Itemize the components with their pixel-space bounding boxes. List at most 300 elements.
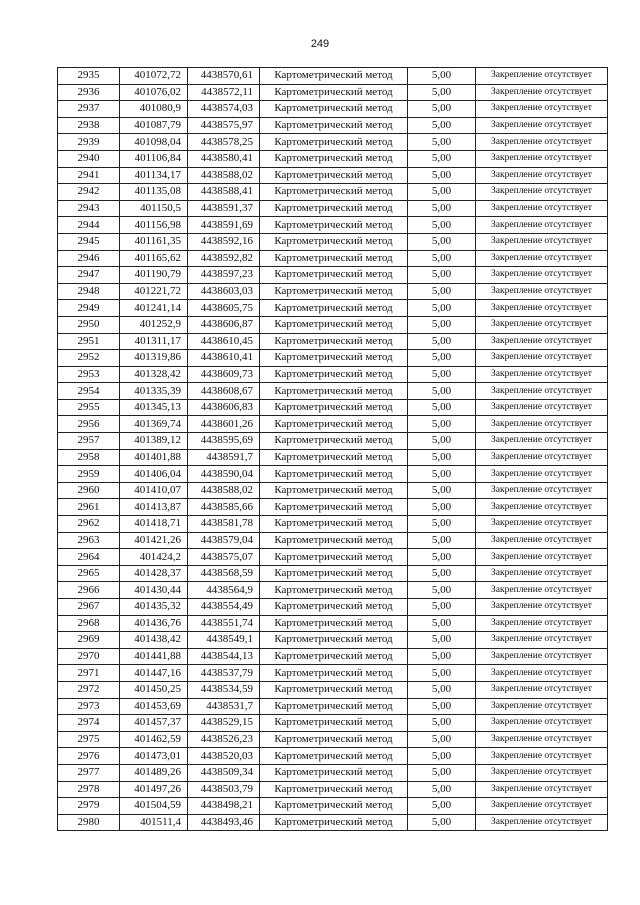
point-number-cell: 2943 — [58, 200, 120, 217]
table-row — [58, 665, 608, 682]
point-number-cell: 2960 — [58, 482, 120, 499]
method-cell: Картометрический метод — [260, 333, 408, 350]
page-number: 249 — [310, 38, 330, 50]
accuracy-cell: 5,00 — [408, 150, 476, 167]
y-coordinate-cell: 4438588,02 — [188, 167, 260, 184]
fixing-note-cell: Закрепление отсутствует — [476, 798, 608, 815]
fixing-note-cell: Закрепление отсутствует — [476, 433, 608, 450]
y-coordinate-cell: 4438529,15 — [188, 715, 260, 732]
point-number-cell: 2955 — [58, 399, 120, 416]
y-coordinate-cell: 4438574,03 — [188, 101, 260, 118]
method-cell: Картометрический метод — [260, 117, 408, 134]
point-number-cell: 2954 — [58, 383, 120, 400]
point-number-cell: 2980 — [58, 814, 120, 831]
x-coordinate-cell: 401436,76 — [120, 615, 188, 632]
method-cell: Картометрический метод — [260, 814, 408, 831]
method-cell: Картометрический метод — [260, 715, 408, 732]
accuracy-cell: 5,00 — [408, 134, 476, 151]
point-number-cell: 2948 — [58, 283, 120, 300]
y-coordinate-cell: 4438603,03 — [188, 283, 260, 300]
fixing-note-cell: Закрепление отсутствует — [476, 698, 608, 715]
x-coordinate-cell: 401406,04 — [120, 466, 188, 483]
x-coordinate-cell: 401418,71 — [120, 516, 188, 533]
point-number-cell: 2950 — [58, 316, 120, 333]
method-cell: Картометрический метод — [260, 764, 408, 781]
table-row — [58, 632, 608, 649]
method-cell: Картометрический метод — [260, 184, 408, 201]
fixing-note-cell: Закрепление отсутствует — [476, 383, 608, 400]
x-coordinate-cell: 401497,26 — [120, 781, 188, 798]
fixing-note-cell: Закрепление отсутствует — [476, 267, 608, 284]
table-row — [58, 267, 608, 284]
point-number-cell: 2940 — [58, 150, 120, 167]
method-cell: Картометрический метод — [260, 350, 408, 367]
point-number-cell: 2957 — [58, 433, 120, 450]
y-coordinate-cell: 4438591,69 — [188, 217, 260, 234]
y-coordinate-cell: 4438606,87 — [188, 316, 260, 333]
fixing-note-cell: Закрепление отсутствует — [476, 283, 608, 300]
accuracy-cell: 5,00 — [408, 300, 476, 317]
x-coordinate-cell: 401328,42 — [120, 366, 188, 383]
point-number-cell: 2947 — [58, 267, 120, 284]
point-number-cell: 2964 — [58, 549, 120, 566]
accuracy-cell: 5,00 — [408, 698, 476, 715]
y-coordinate-cell: 4438590,04 — [188, 466, 260, 483]
x-coordinate-cell: 401457,37 — [120, 715, 188, 732]
point-number-cell: 2938 — [58, 117, 120, 134]
y-coordinate-cell: 4438578,25 — [188, 134, 260, 151]
accuracy-cell: 5,00 — [408, 715, 476, 732]
method-cell: Картометрический метод — [260, 615, 408, 632]
accuracy-cell: 5,00 — [408, 101, 476, 118]
point-number-cell: 2937 — [58, 101, 120, 118]
y-coordinate-cell: 4438570,61 — [188, 68, 260, 85]
point-number-cell: 2961 — [58, 499, 120, 516]
table-row — [58, 582, 608, 599]
accuracy-cell: 5,00 — [408, 449, 476, 466]
y-coordinate-cell: 4438605,75 — [188, 300, 260, 317]
table-row — [58, 516, 608, 533]
accuracy-cell: 5,00 — [408, 333, 476, 350]
method-cell: Картометрический метод — [260, 300, 408, 317]
method-cell: Картометрический метод — [260, 283, 408, 300]
accuracy-cell: 5,00 — [408, 565, 476, 582]
accuracy-cell: 5,00 — [408, 648, 476, 665]
fixing-note-cell: Закрепление отсутствует — [476, 599, 608, 616]
x-coordinate-cell: 401447,16 — [120, 665, 188, 682]
accuracy-cell: 5,00 — [408, 482, 476, 499]
accuracy-cell: 5,00 — [408, 117, 476, 134]
point-number-cell: 2962 — [58, 516, 120, 533]
table-row — [58, 300, 608, 317]
x-coordinate-cell: 401450,25 — [120, 681, 188, 698]
y-coordinate-cell: 4438588,41 — [188, 184, 260, 201]
table-row — [58, 748, 608, 765]
accuracy-cell: 5,00 — [408, 615, 476, 632]
method-cell: Картометрический метод — [260, 648, 408, 665]
y-coordinate-cell: 4438534,59 — [188, 681, 260, 698]
accuracy-cell: 5,00 — [408, 267, 476, 284]
x-coordinate-cell: 401156,98 — [120, 217, 188, 234]
fixing-note-cell: Закрепление отсутствует — [476, 233, 608, 250]
y-coordinate-cell: 4438591,37 — [188, 200, 260, 217]
accuracy-cell: 5,00 — [408, 798, 476, 815]
accuracy-cell: 5,00 — [408, 217, 476, 234]
fixing-note-cell: Закрепление отсутствует — [476, 184, 608, 201]
y-coordinate-cell: 4438537,79 — [188, 665, 260, 682]
fixing-note-cell: Закрепление отсутствует — [476, 632, 608, 649]
x-coordinate-cell: 401441,88 — [120, 648, 188, 665]
fixing-note-cell: Закрепление отсутствует — [476, 333, 608, 350]
coordinates-table-body — [58, 68, 608, 831]
y-coordinate-cell: 4438575,97 — [188, 117, 260, 134]
method-cell: Картометрический метод — [260, 482, 408, 499]
fixing-note-cell: Закрепление отсутствует — [476, 300, 608, 317]
table-row — [58, 217, 608, 234]
accuracy-cell: 5,00 — [408, 167, 476, 184]
method-cell: Картометрический метод — [260, 599, 408, 616]
fixing-note-cell: Закрепление отсутствует — [476, 748, 608, 765]
table-row — [58, 68, 608, 85]
x-coordinate-cell: 401428,37 — [120, 565, 188, 582]
point-number-cell: 2975 — [58, 731, 120, 748]
method-cell: Картометрический метод — [260, 383, 408, 400]
fixing-note-cell: Закрепление отсутствует — [476, 499, 608, 516]
table-row — [58, 200, 608, 217]
table-row — [58, 565, 608, 582]
fixing-note-cell: Закрепление отсутствует — [476, 217, 608, 234]
x-coordinate-cell: 401504,59 — [120, 798, 188, 815]
accuracy-cell: 5,00 — [408, 350, 476, 367]
table-row — [58, 549, 608, 566]
x-coordinate-cell: 401335,39 — [120, 383, 188, 400]
table-row — [58, 698, 608, 715]
x-coordinate-cell: 401150,5 — [120, 200, 188, 217]
fixing-note-cell: Закрепление отсутствует — [476, 366, 608, 383]
accuracy-cell: 5,00 — [408, 416, 476, 433]
point-number-cell: 2973 — [58, 698, 120, 715]
fixing-note-cell: Закрепление отсутствует — [476, 482, 608, 499]
x-coordinate-cell: 401421,26 — [120, 532, 188, 549]
point-number-cell: 2963 — [58, 532, 120, 549]
y-coordinate-cell: 4438544,13 — [188, 648, 260, 665]
fixing-note-cell: Закрепление отсутствует — [476, 565, 608, 582]
y-coordinate-cell: 4438608,67 — [188, 383, 260, 400]
method-cell: Картометрический метод — [260, 101, 408, 118]
table-row — [58, 715, 608, 732]
fixing-note-cell: Закрепление отсутствует — [476, 665, 608, 682]
fixing-note-cell: Закрепление отсутствует — [476, 68, 608, 85]
point-number-cell: 2953 — [58, 366, 120, 383]
fixing-note-cell: Закрепление отсутствует — [476, 731, 608, 748]
accuracy-cell: 5,00 — [408, 283, 476, 300]
method-cell: Картометрический метод — [260, 748, 408, 765]
fixing-note-cell: Закрепление отсутствует — [476, 648, 608, 665]
x-coordinate-cell: 401430,44 — [120, 582, 188, 599]
y-coordinate-cell: 4438610,41 — [188, 350, 260, 367]
method-cell: Картометрический метод — [260, 781, 408, 798]
x-coordinate-cell: 401165,62 — [120, 250, 188, 267]
method-cell: Картометрический метод — [260, 731, 408, 748]
point-number-cell: 2935 — [58, 68, 120, 85]
x-coordinate-cell: 401438,42 — [120, 632, 188, 649]
point-number-cell: 2942 — [58, 184, 120, 201]
method-cell: Картометрический метод — [260, 632, 408, 649]
accuracy-cell: 5,00 — [408, 532, 476, 549]
method-cell: Картометрический метод — [260, 233, 408, 250]
x-coordinate-cell: 401489,26 — [120, 764, 188, 781]
point-number-cell: 2958 — [58, 449, 120, 466]
method-cell: Картометрический метод — [260, 366, 408, 383]
accuracy-cell: 5,00 — [408, 582, 476, 599]
y-coordinate-cell: 4438580,41 — [188, 150, 260, 167]
point-number-cell: 2946 — [58, 250, 120, 267]
point-number-cell: 2941 — [58, 167, 120, 184]
method-cell: Картометрический метод — [260, 250, 408, 267]
x-coordinate-cell: 401134,17 — [120, 167, 188, 184]
fixing-note-cell: Закрепление отсутствует — [476, 814, 608, 831]
x-coordinate-cell: 401473,01 — [120, 748, 188, 765]
y-coordinate-cell: 4438493,46 — [188, 814, 260, 831]
x-coordinate-cell: 401389,12 — [120, 433, 188, 450]
fixing-note-cell: Закрепление отсутствует — [476, 781, 608, 798]
fixing-note-cell: Закрепление отсутствует — [476, 117, 608, 134]
method-cell: Картометрический метод — [260, 84, 408, 101]
table-row — [58, 167, 608, 184]
y-coordinate-cell: 4438592,16 — [188, 233, 260, 250]
point-number-cell: 2971 — [58, 665, 120, 682]
point-number-cell: 2972 — [58, 681, 120, 698]
table-row — [58, 433, 608, 450]
accuracy-cell: 5,00 — [408, 84, 476, 101]
y-coordinate-cell: 4438588,02 — [188, 482, 260, 499]
y-coordinate-cell: 4438597,23 — [188, 267, 260, 284]
fixing-note-cell: Закрепление отсутствует — [476, 615, 608, 632]
point-number-cell: 2939 — [58, 134, 120, 151]
x-coordinate-cell: 401462,59 — [120, 731, 188, 748]
fixing-note-cell: Закрепление отсутствует — [476, 549, 608, 566]
accuracy-cell: 5,00 — [408, 68, 476, 85]
table-row — [58, 101, 608, 118]
accuracy-cell: 5,00 — [408, 681, 476, 698]
x-coordinate-cell: 401135,08 — [120, 184, 188, 201]
x-coordinate-cell: 401435,32 — [120, 599, 188, 616]
accuracy-cell: 5,00 — [408, 665, 476, 682]
point-number-cell: 2965 — [58, 565, 120, 582]
table-row — [58, 250, 608, 267]
table-row — [58, 399, 608, 416]
y-coordinate-cell: 4438581,78 — [188, 516, 260, 533]
y-coordinate-cell: 4438575,07 — [188, 549, 260, 566]
fixing-note-cell: Закрепление отсутствует — [476, 399, 608, 416]
point-number-cell: 2978 — [58, 781, 120, 798]
table-row — [58, 316, 608, 333]
x-coordinate-cell: 401072,72 — [120, 68, 188, 85]
fixing-note-cell: Закрепление отсутствует — [476, 350, 608, 367]
x-coordinate-cell: 401221,72 — [120, 283, 188, 300]
accuracy-cell: 5,00 — [408, 399, 476, 416]
method-cell: Картометрический метод — [260, 150, 408, 167]
fixing-note-cell: Закрепление отсутствует — [476, 416, 608, 433]
method-cell: Картометрический метод — [260, 399, 408, 416]
y-coordinate-cell: 4438503,79 — [188, 781, 260, 798]
accuracy-cell: 5,00 — [408, 366, 476, 383]
fixing-note-cell: Закрепление отсутствует — [476, 150, 608, 167]
accuracy-cell: 5,00 — [408, 383, 476, 400]
y-coordinate-cell: 4438568,59 — [188, 565, 260, 582]
method-cell: Картометрический метод — [260, 532, 408, 549]
accuracy-cell: 5,00 — [408, 632, 476, 649]
accuracy-cell: 5,00 — [408, 200, 476, 217]
accuracy-cell: 5,00 — [408, 184, 476, 201]
accuracy-cell: 5,00 — [408, 499, 476, 516]
method-cell: Картометрический метод — [260, 665, 408, 682]
accuracy-cell: 5,00 — [408, 731, 476, 748]
point-number-cell: 2944 — [58, 217, 120, 234]
point-number-cell: 2966 — [58, 582, 120, 599]
fixing-note-cell: Закрепление отсутствует — [476, 134, 608, 151]
accuracy-cell: 5,00 — [408, 233, 476, 250]
point-number-cell: 2959 — [58, 466, 120, 483]
method-cell: Картометрический метод — [260, 416, 408, 433]
method-cell: Картометрический метод — [260, 499, 408, 516]
point-number-cell: 2979 — [58, 798, 120, 815]
table-row — [58, 283, 608, 300]
y-coordinate-cell: 4438509,34 — [188, 764, 260, 781]
fixing-note-cell: Закрепление отсутствует — [476, 449, 608, 466]
accuracy-cell: 5,00 — [408, 549, 476, 566]
x-coordinate-cell: 401161,35 — [120, 233, 188, 250]
accuracy-cell: 5,00 — [408, 250, 476, 267]
fixing-note-cell: Закрепление отсутствует — [476, 101, 608, 118]
x-coordinate-cell: 401241,14 — [120, 300, 188, 317]
fixing-note-cell: Закрепление отсутствует — [476, 582, 608, 599]
x-coordinate-cell: 401345,13 — [120, 399, 188, 416]
x-coordinate-cell: 401424,2 — [120, 549, 188, 566]
y-coordinate-cell: 4438572,11 — [188, 84, 260, 101]
y-coordinate-cell: 4438526,23 — [188, 731, 260, 748]
table-row — [58, 150, 608, 167]
method-cell: Картометрический метод — [260, 68, 408, 85]
accuracy-cell: 5,00 — [408, 316, 476, 333]
method-cell: Картометрический метод — [260, 582, 408, 599]
coordinates-table — [57, 67, 608, 831]
table-row — [58, 731, 608, 748]
x-coordinate-cell: 401252,9 — [120, 316, 188, 333]
fixing-note-cell: Закрепление отсутствует — [476, 681, 608, 698]
accuracy-cell: 5,00 — [408, 599, 476, 616]
method-cell: Картометрический метод — [260, 433, 408, 450]
y-coordinate-cell: 4438520,03 — [188, 748, 260, 765]
fixing-note-cell: Закрепление отсутствует — [476, 764, 608, 781]
x-coordinate-cell: 401106,84 — [120, 150, 188, 167]
table-row — [58, 466, 608, 483]
y-coordinate-cell: 4438585,66 — [188, 499, 260, 516]
point-number-cell: 2936 — [58, 84, 120, 101]
x-coordinate-cell: 401319,86 — [120, 350, 188, 367]
table-row — [58, 449, 608, 466]
method-cell: Картометрический метод — [260, 565, 408, 582]
y-coordinate-cell: 4438606,83 — [188, 399, 260, 416]
method-cell: Картометрический метод — [260, 681, 408, 698]
table-row — [58, 681, 608, 698]
accuracy-cell: 5,00 — [408, 748, 476, 765]
accuracy-cell: 5,00 — [408, 466, 476, 483]
table-row — [58, 134, 608, 151]
method-cell: Картометрический метод — [260, 549, 408, 566]
fixing-note-cell: Закрепление отсутствует — [476, 200, 608, 217]
x-coordinate-cell: 401098,04 — [120, 134, 188, 151]
table-row — [58, 781, 608, 798]
y-coordinate-cell: 4438498,21 — [188, 798, 260, 815]
point-number-cell: 2945 — [58, 233, 120, 250]
y-coordinate-cell: 4438531,7 — [188, 698, 260, 715]
fixing-note-cell: Закрепление отсутствует — [476, 532, 608, 549]
table-row — [58, 233, 608, 250]
fixing-note-cell: Закрепление отсутствует — [476, 715, 608, 732]
accuracy-cell: 5,00 — [408, 814, 476, 831]
table-row — [58, 366, 608, 383]
y-coordinate-cell: 4438595,69 — [188, 433, 260, 450]
point-number-cell: 2968 — [58, 615, 120, 632]
fixing-note-cell: Закрепление отсутствует — [476, 84, 608, 101]
y-coordinate-cell: 4438579,04 — [188, 532, 260, 549]
y-coordinate-cell: 4438564,9 — [188, 582, 260, 599]
table-row — [58, 798, 608, 815]
table-row — [58, 615, 608, 632]
y-coordinate-cell: 4438610,45 — [188, 333, 260, 350]
table-row — [58, 814, 608, 831]
x-coordinate-cell: 401453,69 — [120, 698, 188, 715]
method-cell: Картометрический метод — [260, 449, 408, 466]
fixing-note-cell: Закрепление отсутствует — [476, 516, 608, 533]
point-number-cell: 2956 — [58, 416, 120, 433]
y-coordinate-cell: 4438601,26 — [188, 416, 260, 433]
y-coordinate-cell: 4438549,1 — [188, 632, 260, 649]
point-number-cell: 2967 — [58, 599, 120, 616]
y-coordinate-cell: 4438592,82 — [188, 250, 260, 267]
x-coordinate-cell: 401080,9 — [120, 101, 188, 118]
point-number-cell: 2952 — [58, 350, 120, 367]
y-coordinate-cell: 4438554,49 — [188, 599, 260, 616]
table-row — [58, 764, 608, 781]
method-cell: Картометрический метод — [260, 798, 408, 815]
accuracy-cell: 5,00 — [408, 433, 476, 450]
method-cell: Картометрический метод — [260, 217, 408, 234]
fixing-note-cell: Закрепление отсутствует — [476, 250, 608, 267]
method-cell: Картометрический метод — [260, 267, 408, 284]
x-coordinate-cell: 401311,17 — [120, 333, 188, 350]
x-coordinate-cell: 401087,79 — [120, 117, 188, 134]
y-coordinate-cell: 4438551,74 — [188, 615, 260, 632]
point-number-cell: 2977 — [58, 764, 120, 781]
point-number-cell: 2970 — [58, 648, 120, 665]
method-cell: Картометрический метод — [260, 466, 408, 483]
table-row — [58, 84, 608, 101]
table-row — [58, 184, 608, 201]
x-coordinate-cell: 401401,88 — [120, 449, 188, 466]
table-row — [58, 599, 608, 616]
point-number-cell: 2951 — [58, 333, 120, 350]
x-coordinate-cell: 401190,79 — [120, 267, 188, 284]
accuracy-cell: 5,00 — [408, 516, 476, 533]
table-row — [58, 499, 608, 516]
x-coordinate-cell: 401511,4 — [120, 814, 188, 831]
table-row — [58, 350, 608, 367]
method-cell: Картометрический метод — [260, 516, 408, 533]
y-coordinate-cell: 4438609,73 — [188, 366, 260, 383]
table-row — [58, 648, 608, 665]
